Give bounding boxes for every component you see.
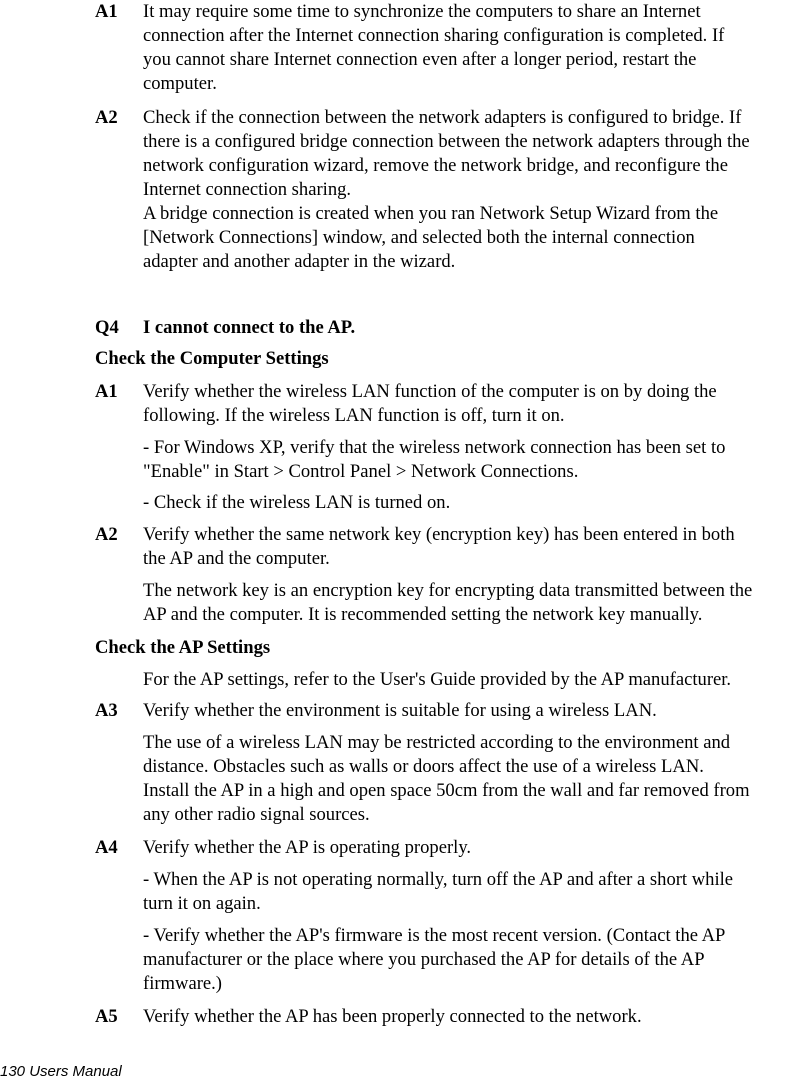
q4-a3-note-line: any other radio signal sources.: [143, 804, 370, 825]
q4-a2-note-line: AP and the computer. It is recommended setting the network key manually.: [143, 604, 703, 625]
a2-text-line: A bridge connection is created when you ran Network Setup Wizard from the: [143, 203, 719, 224]
a2-text-line: network configuration wizard, remove the network bridge, and reconfigure the: [143, 155, 728, 176]
q4-a1-line: Verify whether the wireless LAN function of the computer is on by doing the: [143, 381, 717, 402]
question-label-q4: Q4: [95, 317, 119, 338]
answer-label-a2: A2: [95, 524, 118, 545]
q4-a4-sub-line: - When the AP is not operating normally, turn off the AP and after a short while: [143, 869, 734, 890]
section-heading-computer: Check the Computer Settings: [95, 348, 329, 369]
answer-label-a4: A4: [95, 837, 118, 858]
q4-a2-line: the AP and the computer.: [143, 548, 330, 569]
a2-text-line: Internet connection sharing.: [143, 179, 352, 200]
q4-a4-sub-line: manufacturer or the place where you purchased the AP for details of the AP: [143, 949, 705, 970]
section-heading-ap: Check the AP Settings: [95, 637, 271, 658]
answer-label-a2: A2: [95, 107, 118, 128]
answer-label-a5: A5: [95, 1006, 118, 1027]
ap-intro-text: For the AP settings, refer to the User's Guide provided by the AP manufacturer.: [143, 669, 732, 690]
answer-label-a1: A1: [95, 381, 118, 402]
a1-text-line: connection after the Internet connection sharing configuration is completed. If: [143, 25, 725, 46]
q4-a4-text: Verify whether the AP is operating properly.: [143, 837, 472, 858]
q4-a3-note-line: The use of a wireless LAN may be restricted according to the environment and: [143, 732, 731, 753]
q4-a4-sub-line: firmware.): [143, 973, 222, 994]
q4-a3-note-line: Install the AP in a high and open space 50cm from the wall and far removed from: [143, 780, 750, 801]
q4-a4-sub-line: turn it on again.: [143, 893, 261, 914]
a2-text-line: there is a configured bridge connection between the network adapters through the: [143, 131, 750, 152]
answer-label-a3: A3: [95, 700, 118, 721]
q4-a3-text: Verify whether the environment is suitable for using a wireless LAN.: [143, 700, 657, 721]
q4-a2-note-line: The network key is an encryption key for encrypting data transmitted between the: [143, 580, 753, 601]
q4-a1-sub-line: "Enable" in Start > Control Panel > Network Connections.: [143, 461, 579, 482]
a1-text-line: you cannot share Internet connection even after a longer period, restart the: [143, 49, 697, 70]
a2-text-line: adapter and another adapter in the wizard.: [143, 251, 456, 272]
q4-a1-line: following. If the wireless LAN function is off, turn it on.: [143, 405, 565, 426]
q4-a4-sub-line: - Verify whether the AP's firmware is the most recent version. (Contact the AP: [143, 925, 726, 946]
answer-label-a1: A1: [95, 1, 118, 22]
a1-text-line: It may require some time to synchronize the computers to share an Internet: [143, 1, 701, 22]
a2-text-line: Check if the connection between the network adapters is configured to bridge. If: [143, 107, 742, 128]
a2-text-line: [Network Connections] window, and selected both the internal connection: [143, 227, 695, 248]
q4-a2-line: Verify whether the same network key (encryption key) has been entered in both: [143, 524, 735, 545]
page-footer: 130 Users Manual: [0, 1063, 122, 1080]
q4-a1-sub-line: - Check if the wireless LAN is turned on.: [143, 492, 451, 513]
q4-a1-sub-line: - For Windows XP, verify that the wireless network connection has been set to: [143, 437, 726, 458]
q4-a5-text: Verify whether the AP has been properly connected to the network.: [143, 1006, 642, 1027]
a1-text-line: computer.: [143, 73, 217, 94]
question-title: I cannot connect to the AP.: [143, 317, 356, 338]
q4-a3-note-line: distance. Obstacles such as walls or doors affect the use of a wireless LAN.: [143, 756, 704, 777]
